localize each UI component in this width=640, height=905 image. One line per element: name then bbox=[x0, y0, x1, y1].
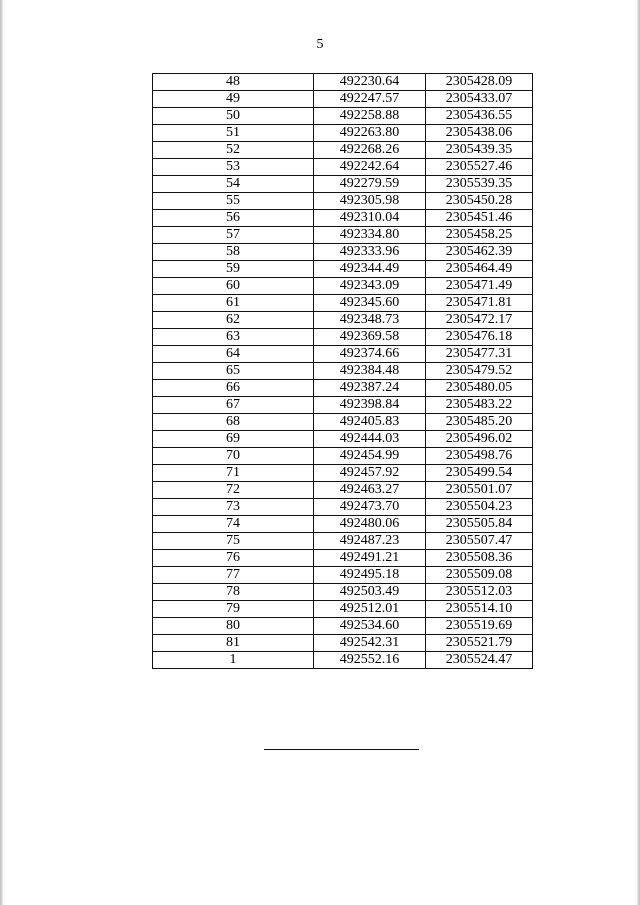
point-number-cell: 49 bbox=[153, 91, 314, 108]
table-row bbox=[153, 397, 533, 414]
point-number-cell: 73 bbox=[153, 499, 314, 516]
table-row bbox=[153, 380, 533, 397]
x-coordinate-cell: 492242.64 bbox=[314, 159, 426, 176]
table-row bbox=[153, 482, 533, 499]
table-row bbox=[153, 448, 533, 465]
point-number-cell: 57 bbox=[153, 227, 314, 244]
table-row bbox=[153, 329, 533, 346]
point-number-cell: 72 bbox=[153, 482, 314, 499]
point-number-cell: 81 bbox=[153, 635, 314, 652]
point-number-cell: 66 bbox=[153, 380, 314, 397]
point-number-cell: 68 bbox=[153, 414, 314, 431]
y-coordinate-cell: 2305450.28 bbox=[426, 193, 533, 210]
y-coordinate-cell: 2305539.35 bbox=[426, 176, 533, 193]
table-row bbox=[153, 91, 533, 108]
y-coordinate-cell: 2305527.46 bbox=[426, 159, 533, 176]
x-coordinate-cell: 492503.49 bbox=[314, 584, 426, 601]
point-number-cell: 70 bbox=[153, 448, 314, 465]
y-coordinate-cell: 2305472.17 bbox=[426, 312, 533, 329]
table-row bbox=[153, 295, 533, 312]
y-coordinate-cell: 2305508.36 bbox=[426, 550, 533, 567]
x-coordinate-cell: 492534.60 bbox=[314, 618, 426, 635]
x-coordinate-cell: 492348.73 bbox=[314, 312, 426, 329]
table-row bbox=[153, 227, 533, 244]
y-coordinate-cell: 2305428.09 bbox=[426, 74, 533, 91]
x-coordinate-cell: 492369.58 bbox=[314, 329, 426, 346]
table-row bbox=[153, 499, 533, 516]
end-rule bbox=[264, 749, 419, 750]
point-number-cell: 78 bbox=[153, 584, 314, 601]
y-coordinate-cell: 2305462.39 bbox=[426, 244, 533, 261]
y-coordinate-cell: 2305464.49 bbox=[426, 261, 533, 278]
x-coordinate-cell: 492463.27 bbox=[314, 482, 426, 499]
x-coordinate-cell: 492345.60 bbox=[314, 295, 426, 312]
x-coordinate-cell: 492305.98 bbox=[314, 193, 426, 210]
y-coordinate-cell: 2305471.49 bbox=[426, 278, 533, 295]
table-row bbox=[153, 533, 533, 550]
y-coordinate-cell: 2305479.52 bbox=[426, 363, 533, 380]
y-coordinate-cell: 2305476.18 bbox=[426, 329, 533, 346]
y-coordinate-cell: 2305436.55 bbox=[426, 108, 533, 125]
x-coordinate-cell: 492512.01 bbox=[314, 601, 426, 618]
table-row bbox=[153, 431, 533, 448]
table-row bbox=[153, 567, 533, 584]
table-row bbox=[153, 159, 533, 176]
x-coordinate-cell: 492230.64 bbox=[314, 74, 426, 91]
point-number-cell: 77 bbox=[153, 567, 314, 584]
table-row bbox=[153, 414, 533, 431]
table-row bbox=[153, 142, 533, 159]
y-coordinate-cell: 2305521.79 bbox=[426, 635, 533, 652]
x-coordinate-cell: 492333.96 bbox=[314, 244, 426, 261]
y-coordinate-cell: 2305485.20 bbox=[426, 414, 533, 431]
x-coordinate-cell: 492334.80 bbox=[314, 227, 426, 244]
y-coordinate-cell: 2305451.46 bbox=[426, 210, 533, 227]
y-coordinate-cell: 2305499.54 bbox=[426, 465, 533, 482]
point-number-cell: 63 bbox=[153, 329, 314, 346]
y-coordinate-cell: 2305477.31 bbox=[426, 346, 533, 363]
point-number-cell: 54 bbox=[153, 176, 314, 193]
x-coordinate-cell: 492279.59 bbox=[314, 176, 426, 193]
x-coordinate-cell: 492444.03 bbox=[314, 431, 426, 448]
table-row bbox=[153, 244, 533, 261]
point-number-cell: 65 bbox=[153, 363, 314, 380]
x-coordinate-cell: 492542.31 bbox=[314, 635, 426, 652]
table-row bbox=[153, 125, 533, 142]
y-coordinate-cell: 2305496.02 bbox=[426, 431, 533, 448]
y-coordinate-cell: 2305504.23 bbox=[426, 499, 533, 516]
point-number-cell: 48 bbox=[153, 74, 314, 91]
point-number-cell: 53 bbox=[153, 159, 314, 176]
point-number-cell: 60 bbox=[153, 278, 314, 295]
point-number-cell: 69 bbox=[153, 431, 314, 448]
table-row bbox=[153, 550, 533, 567]
y-coordinate-cell: 2305438.06 bbox=[426, 125, 533, 142]
y-coordinate-cell: 2305471.81 bbox=[426, 295, 533, 312]
x-coordinate-cell: 492473.70 bbox=[314, 499, 426, 516]
point-number-cell: 67 bbox=[153, 397, 314, 414]
x-coordinate-cell: 492384.48 bbox=[314, 363, 426, 380]
table-row bbox=[153, 278, 533, 295]
x-coordinate-cell: 492487.23 bbox=[314, 533, 426, 550]
point-number-cell: 79 bbox=[153, 601, 314, 618]
x-coordinate-cell: 492247.57 bbox=[314, 91, 426, 108]
point-number-cell: 55 bbox=[153, 193, 314, 210]
coordinates-table-body bbox=[153, 74, 533, 669]
page-number: 5 bbox=[316, 37, 324, 52]
x-coordinate-cell: 492405.83 bbox=[314, 414, 426, 431]
x-coordinate-cell: 492343.09 bbox=[314, 278, 426, 295]
x-coordinate-cell: 492552.16 bbox=[314, 652, 426, 669]
point-number-cell: 71 bbox=[153, 465, 314, 482]
page-edge-left bbox=[0, 0, 3, 905]
table-row bbox=[153, 465, 533, 482]
point-number-cell: 64 bbox=[153, 346, 314, 363]
y-coordinate-cell: 2305512.03 bbox=[426, 584, 533, 601]
table-row bbox=[153, 193, 533, 210]
point-number-cell: 80 bbox=[153, 618, 314, 635]
table-row bbox=[153, 618, 533, 635]
x-coordinate-cell: 492344.49 bbox=[314, 261, 426, 278]
point-number-cell: 50 bbox=[153, 108, 314, 125]
table-row bbox=[153, 652, 533, 669]
table-row bbox=[153, 108, 533, 125]
x-coordinate-cell: 492495.18 bbox=[314, 567, 426, 584]
y-coordinate-cell: 2305458.25 bbox=[426, 227, 533, 244]
point-number-cell: 51 bbox=[153, 125, 314, 142]
y-coordinate-cell: 2305501.07 bbox=[426, 482, 533, 499]
table-row bbox=[153, 74, 533, 91]
y-coordinate-cell: 2305524.47 bbox=[426, 652, 533, 669]
point-number-cell: 74 bbox=[153, 516, 314, 533]
y-coordinate-cell: 2305519.69 bbox=[426, 618, 533, 635]
table-row bbox=[153, 312, 533, 329]
x-coordinate-cell: 492374.66 bbox=[314, 346, 426, 363]
y-coordinate-cell: 2305480.05 bbox=[426, 380, 533, 397]
table-row bbox=[153, 210, 533, 227]
y-coordinate-cell: 2305439.35 bbox=[426, 142, 533, 159]
point-number-cell: 58 bbox=[153, 244, 314, 261]
table-row bbox=[153, 601, 533, 618]
x-coordinate-cell: 492310.04 bbox=[314, 210, 426, 227]
point-number-cell: 59 bbox=[153, 261, 314, 278]
x-coordinate-cell: 492258.88 bbox=[314, 108, 426, 125]
coordinates-table bbox=[152, 73, 533, 669]
x-coordinate-cell: 492263.80 bbox=[314, 125, 426, 142]
point-number-cell: 75 bbox=[153, 533, 314, 550]
y-coordinate-cell: 2305433.07 bbox=[426, 91, 533, 108]
y-coordinate-cell: 2305507.47 bbox=[426, 533, 533, 550]
y-coordinate-cell: 2305509.08 bbox=[426, 567, 533, 584]
table-row bbox=[153, 584, 533, 601]
y-coordinate-cell: 2305498.76 bbox=[426, 448, 533, 465]
table-row bbox=[153, 516, 533, 533]
table-row bbox=[153, 363, 533, 380]
x-coordinate-cell: 492491.21 bbox=[314, 550, 426, 567]
table-row bbox=[153, 261, 533, 278]
point-number-cell: 61 bbox=[153, 295, 314, 312]
table-row bbox=[153, 346, 533, 363]
x-coordinate-cell: 492398.84 bbox=[314, 397, 426, 414]
point-number-cell: 1 bbox=[153, 652, 314, 669]
x-coordinate-cell: 492480.06 bbox=[314, 516, 426, 533]
x-coordinate-cell: 492454.99 bbox=[314, 448, 426, 465]
y-coordinate-cell: 2305505.84 bbox=[426, 516, 533, 533]
table-row bbox=[153, 635, 533, 652]
x-coordinate-cell: 492457.92 bbox=[314, 465, 426, 482]
x-coordinate-cell: 492268.26 bbox=[314, 142, 426, 159]
y-coordinate-cell: 2305514.10 bbox=[426, 601, 533, 618]
point-number-cell: 56 bbox=[153, 210, 314, 227]
point-number-cell: 62 bbox=[153, 312, 314, 329]
x-coordinate-cell: 492387.24 bbox=[314, 380, 426, 397]
point-number-cell: 52 bbox=[153, 142, 314, 159]
table-row bbox=[153, 176, 533, 193]
point-number-cell: 76 bbox=[153, 550, 314, 567]
y-coordinate-cell: 2305483.22 bbox=[426, 397, 533, 414]
